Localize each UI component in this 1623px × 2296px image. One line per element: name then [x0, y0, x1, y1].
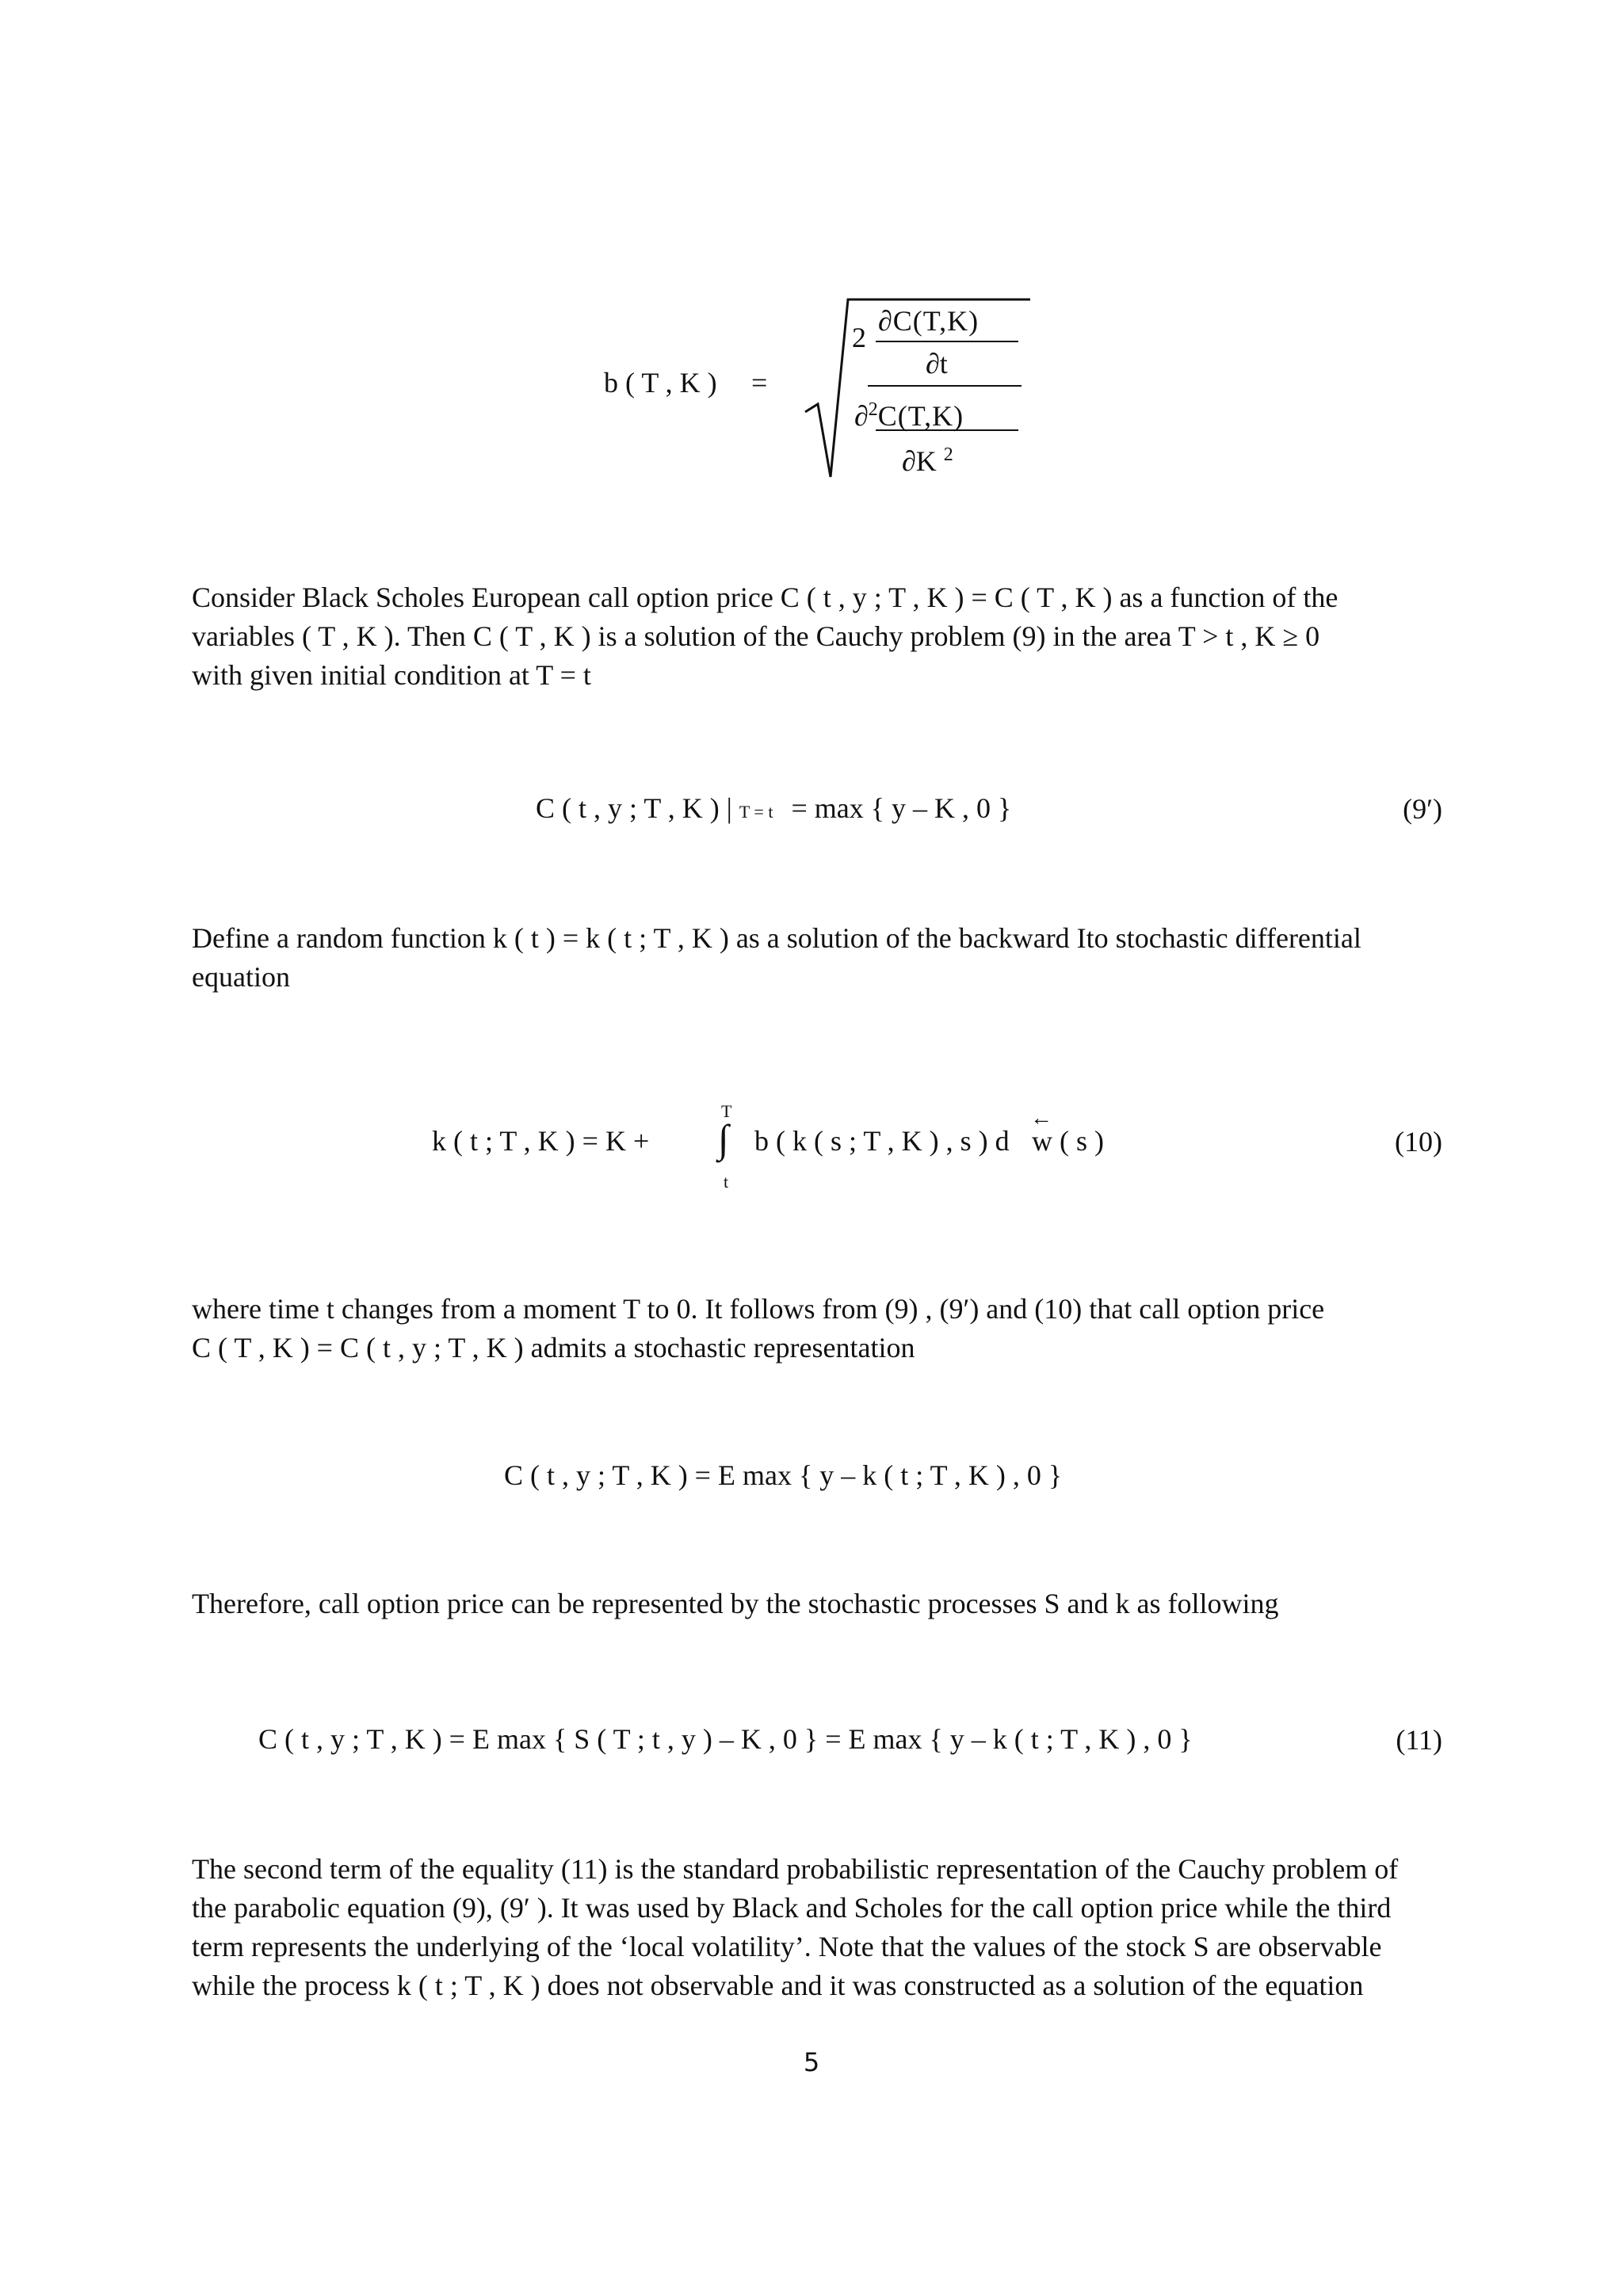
- formula-b-num-top: ∂C(T,K): [878, 305, 980, 337]
- equation-representation: C ( t , y ; T , K ) = E max { y – k ( t ; T , K ) , 0 }: [504, 1459, 1063, 1491]
- eq10-number: (10): [1395, 1126, 1442, 1158]
- paragraph-5: The second term of the equality (11) is the standard probabilistic representation of the Cauchy problem of the parabolic equation (9), (9′ ). It was used by Black and Scholes for the call option price while the third term represents the underlying of the ‘local volatility’. Note that the values of the stock S are observable while the process k ( t ; T , K ) does not observable and it was constructed as a solution of the equation: [192, 1853, 1399, 2001]
- formula-b-lhs: b ( T , K ): [604, 367, 717, 399]
- formula-b-equals: =: [751, 367, 768, 399]
- backward-arrow-icon: ←: [1030, 1106, 1052, 1131]
- integral-sign: ∫: [718, 1116, 729, 1161]
- eq10-upper: T: [721, 1101, 732, 1121]
- eq10-lhs: k ( t ; T , K ) = K +: [432, 1125, 650, 1157]
- paragraph-4: Therefore, call option price can be represented by the stochastic processes S and k as following: [192, 1588, 1279, 1619]
- eq9p-rhs: = max { y – K , 0 }: [791, 792, 1012, 824]
- paragraph-3: where time t changes from a moment T to 0. It follows from (9) , (9′) and (10) that call option price C ( T , K ) = C ( t , y ; T , K ) admits a stochastic representation: [192, 1293, 1325, 1363]
- formula-b-den-bottom: ∂K $^2$: [902, 444, 953, 477]
- eq9p-sub: T = t: [739, 802, 773, 822]
- formula-b-coef: 2: [852, 322, 866, 353]
- formula-b-num-bottom: ∂t: [926, 348, 948, 379]
- paragraph-1: Consider Black Scholes European call option price C ( t , y ; T , K ) = C ( T , K ) as a function of the variables ( T , K ). Then C ( T , K ) is a solution of the Cauchy problem (9) in the area T > t , K ≥ 0 with given initial condition at T = t: [192, 582, 1338, 691]
- eq9p-number: (9′): [1403, 793, 1442, 825]
- page-number: 5: [803, 2047, 820, 2077]
- formula-b-den-top: ∂$^2$C(T,K): [854, 399, 964, 432]
- eq10-integrand: b ( k ( s ; T , K ) , s ) d: [754, 1125, 1010, 1157]
- eq10-w: w ( s ): [1032, 1125, 1104, 1157]
- paragraph-2: Define a random function k ( t ) = k ( t ; T , K ) as a solution of the backward Ito stochastic differential equation: [192, 922, 1361, 993]
- eq11-number: (11): [1396, 1724, 1442, 1756]
- eq11-text: C ( t , y ; T , K ) = E max { S ( T ; t , y ) – K , 0 } = E max { y – k ( t ; T , K ) , 0 }: [258, 1723, 1193, 1755]
- eq10-lower: t: [724, 1172, 729, 1192]
- eq9p-lhs: C ( t , y ; T , K ) |: [536, 792, 732, 824]
